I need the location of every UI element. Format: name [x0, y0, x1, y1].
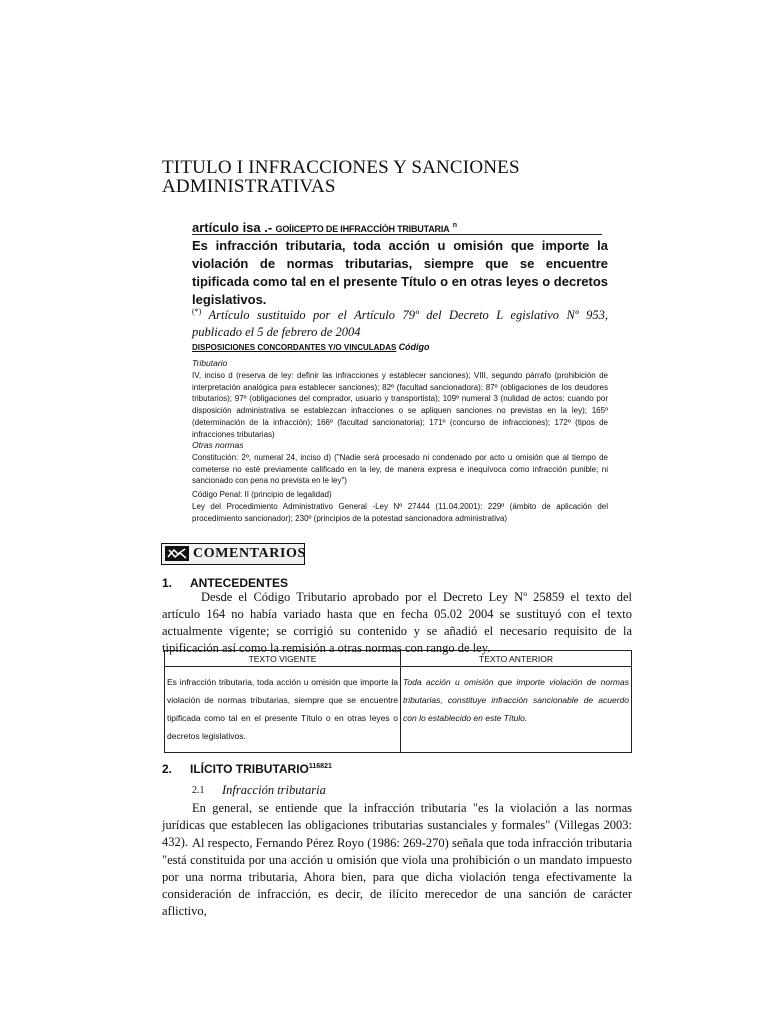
comentarios-emblem-icon — [165, 546, 189, 561]
section2-heading-sup: 116821 — [308, 763, 332, 770]
tributario-label: Tributario — [192, 358, 228, 368]
section2-number: 2. — [162, 762, 173, 776]
section2-heading — [190, 762, 332, 776]
article-heading-text: GOÍICEPTO DE IHFRACCÍÓH TRIBUTARIA — [275, 224, 450, 234]
article-note — [192, 303, 608, 341]
page-title-line2: ADMINISTRATIVAS — [162, 176, 336, 197]
codigo-penal-text: Código Penal: II (principio de legalidad) — [192, 490, 332, 499]
note-text: Artículo sustituido por el Artículo 79º del Decreto L egislativo Nº 953, publicado el 5 de febrero de 2004 — [192, 308, 608, 340]
subsection-number: 2.1 — [192, 785, 205, 796]
table-header-vigente: TEXTO VIGENTE — [165, 651, 401, 667]
section2-paragraph2: Al respecto, Fernando Pérez Royo (1986: 269-270) señala que toda infracción tributaria "está constituida por una acción u omisión que viola una prohibición o un mandato impuesto por una norma tributaria, Ahora bien, para que dicha violación tenga efectivamente la consideración de infracción, es decir, de ilícito merecedor de una sanción de carácter aflictivo, — [162, 836, 632, 918]
otras-normas-label: Otras normas — [192, 440, 244, 450]
tributario-text: IV, inciso d (reserva de ley: definir las infracciones y establecer sanciones); VIII, segundo párrafo (prohibición de interpretación analógica para establecer sanciones); 82º (facultad sancionadora); 87º (obligaciones de los deudores tributarios); 97º (obligaciones del comprador, usuario y transportista); 109º numeral 3 (nulidad de actos: cuando por disposición administrativa se establezcan infracciones o se apliquen sanciones no previstas en la ley); 165º (determinación de la infracción); 166º (facultad sancionatoria); 171º (concurso de infracciones); 172º (tipos de infracciones tributarias) — [192, 371, 608, 439]
subsection-title: Infracción tributaria — [222, 783, 326, 797]
comentarios-label: COMENTARIOS — [193, 546, 306, 561]
article-heading — [192, 219, 602, 235]
article-label: artículo isa .- — [192, 220, 273, 235]
comparison-table — [164, 650, 632, 753]
concordances-codigo: Código — [398, 342, 430, 352]
table-cell-vigente: Es infracción tributaria, toda acción u omisión que importe la violación de normas tributarias, siempre que se encuentre tipificada como tal en el presente Título o en otras leyes o decretos legislativos. — [165, 667, 401, 753]
table-cell-anterior: Toda acción u omisión que importe violación de normas tributarias, constituye infracción sancionable de acuerdo con lo establecido en este Título. — [401, 667, 632, 753]
concordances-heading-text: DISPOSICIONES CONCORDANTES Y/O VINCULADAS — [192, 343, 397, 352]
page-title-line1: TITULO I INFRACCIONES Y SANCIONES — [162, 157, 520, 178]
section1-number: 1. — [162, 576, 173, 590]
concordances-heading — [192, 342, 608, 354]
note-mark: (*) — [192, 307, 202, 316]
comentarios-logo — [161, 543, 305, 565]
article-body: Es infracción tributaria, toda acción u omisión que importe la violación de normas tributarias, siempre que se encuentre tipificada como tal en el presente Título o en otras leyes o decretos legislativos. — [192, 238, 608, 307]
section2-paragraph1: En general, se entiende que la infracción tributaria "es la violación a las normas jurídicas que establecen las obligaciones tributarias sustanciales y formales" (Villegas 2003: 432). — [162, 801, 632, 849]
page-title — [162, 158, 642, 196]
table-header-row — [165, 651, 632, 667]
otras-normas-text: Constitución: 2º, numeral 24, inciso d) ("Nadie será procesado ni condenado por acto u omisión que al tiempo de cometerse no esté previamente calificado en la ley, de manera expresa e inequívoca como infracción punible; ni sancionado con pena no prevista en le ley") — [192, 453, 608, 486]
table-row — [165, 667, 632, 753]
section1-text: Desde el Código Tributario aprobado por el Decreto Ley Nº 25859 el texto del artículo 164 no había variado hasta que en fecha 05.02 2004 se sustituyó con el texto actualmente vigente; se corrigió su contenido y se añadió el necesario requisito de la tipificación así como la remisión a otras normas con rango de ley. — [162, 590, 632, 655]
lpag-text: Ley del Procedimiento Administrativo General -Ley Nº 27444 (11.04.2001): 229º (ámbito de aplicación del procedimiento sancionador); 230º (principios de la potestad sancionadora administrativa) — [192, 502, 608, 523]
table-header-anterior: TEXTO ANTERIOR — [401, 651, 632, 667]
article-heading-mark: n — [452, 222, 458, 229]
section1-heading: ANTECEDENTES — [190, 576, 289, 590]
section2-heading-text: ILÍCITO TRIBUTARIO — [190, 762, 309, 776]
